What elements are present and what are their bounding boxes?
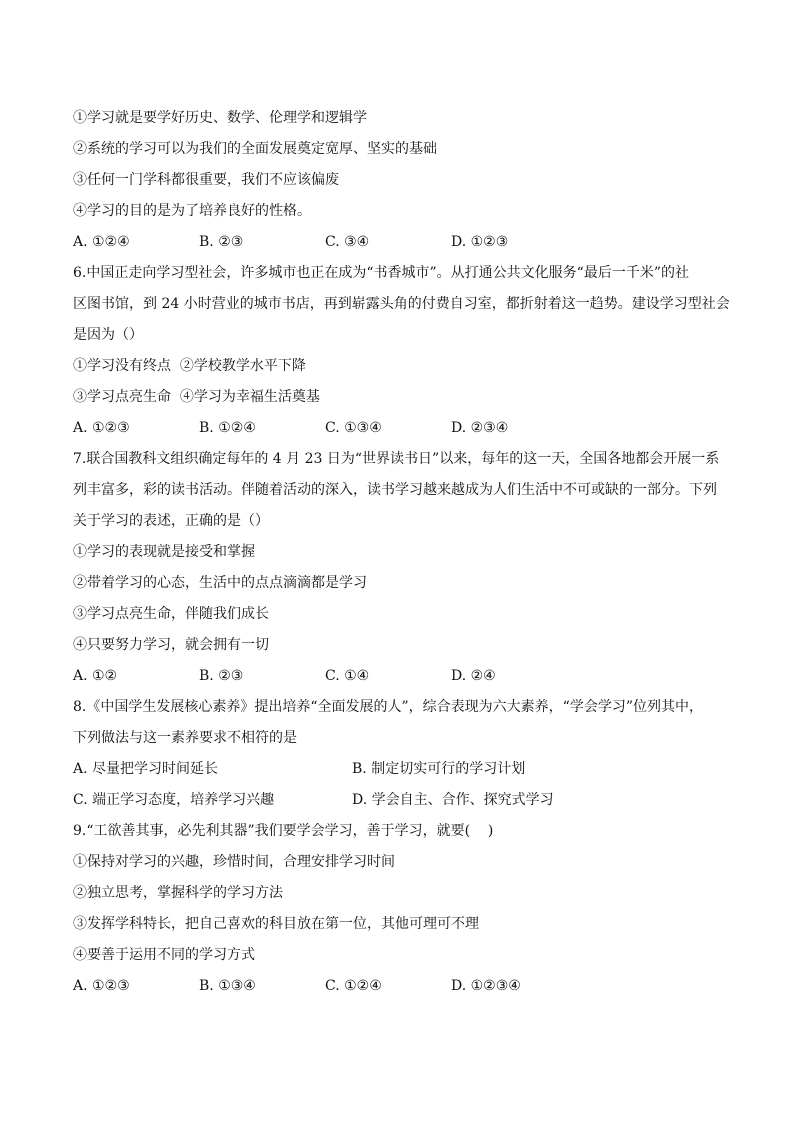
statement: ①学习就是要学好历史、数学、伦理学和逻辑学 bbox=[73, 110, 367, 126]
question-stem: 关于学习的表述，正确的是（） bbox=[73, 513, 269, 529]
statement: ④只要努力学习，就会拥有一切 bbox=[73, 637, 269, 653]
answer-options bbox=[73, 413, 733, 444]
option-b: B. 制定切实可行的学习计划 bbox=[352, 761, 526, 777]
question-9 bbox=[73, 816, 733, 1002]
statement: ③任何一门学科都很重要，我们不应该偏废 bbox=[73, 172, 339, 188]
document-page bbox=[73, 103, 733, 1002]
answer-options bbox=[73, 661, 733, 692]
statement: ④学习的目的是为了培养良好的性格。 bbox=[73, 203, 311, 219]
option-a: A. ①② bbox=[73, 668, 118, 684]
statement: ①保持对学习的兴趣，珍惜时间，合理安排学习时间 bbox=[73, 854, 395, 870]
statement: ③发挥学科特长，把自己喜欢的科目放在第一位，其他可理可不理 bbox=[73, 916, 479, 932]
question-7 bbox=[73, 444, 733, 692]
question-stem: 6.中国正走向学习型社会，许多城市也正在成为“书香城市”。从打通公共文化服务“最后一千米”的社 bbox=[73, 265, 689, 281]
question-stem: 9.“工欲善其事，必先利其器”我们要学会学习，善于学习，就要( ) bbox=[73, 823, 494, 839]
question-stem: 区图书馆，到 24 小时营业的城市书店，再到崭露头角的付费自习室，都折射着这一趋势。建设学习型社会 bbox=[73, 296, 730, 312]
answer-options bbox=[73, 227, 733, 258]
option-a: A. ①②③ bbox=[73, 420, 130, 436]
question-stem: 7.联合国教科文组织确定每年的 4 月 23 日为“世界读书日”以来，每年的这一天，全国各地都会开展一系 bbox=[73, 451, 720, 467]
option-c: C. ①②④ bbox=[325, 978, 382, 994]
question-stem: 是因为（） bbox=[73, 327, 143, 343]
option-d: D. 学会自主、合作、探究式学习 bbox=[352, 792, 554, 808]
option-d: D. ①②③④ bbox=[451, 978, 521, 994]
answer-options bbox=[73, 971, 733, 1002]
statement: ②独立思考，掌握科学的学习方法 bbox=[73, 885, 283, 901]
statement: ③学习点亮生命，伴随我们成长 bbox=[73, 606, 269, 622]
question-stem: 8.《中国学生发展核心素养》提出培养“全面发展的人”，综合表现为六大素养，“学会学习”位列其中， bbox=[73, 699, 703, 715]
answer-options-row-2 bbox=[73, 785, 733, 816]
statement: ④要善于运用不同的学习方式 bbox=[73, 947, 255, 963]
statement: ②带着学习的心态，生活中的点点滴滴都是学习 bbox=[73, 575, 367, 591]
option-d: D. ②④ bbox=[451, 668, 496, 684]
question-stem: 下列做法与这一素养要求不相符的是 bbox=[73, 730, 297, 746]
statement: ②系统的学习可以为我们的全面发展奠定宽厚、坚实的基础 bbox=[73, 141, 437, 157]
answer-options-row-1 bbox=[73, 754, 733, 785]
option-d: D. ①②③ bbox=[451, 234, 509, 250]
option-c: C. ③④ bbox=[325, 234, 370, 250]
option-b: B. ②③ bbox=[199, 668, 244, 684]
option-d: D. ②③④ bbox=[451, 420, 509, 436]
option-a: A. 尽量把学习时间延长 bbox=[73, 761, 219, 777]
question-6 bbox=[73, 258, 733, 444]
question-stem: 列丰富多，彩的读书活动。伴随着活动的深入，读书学习越来越成为人们生活中不可或缺的一部分。下列 bbox=[73, 482, 717, 498]
statement: ③学习点亮生命 ④学习为幸福生活奠基 bbox=[73, 389, 320, 405]
option-b: B. ②③ bbox=[199, 234, 244, 250]
option-b: B. ①③④ bbox=[199, 978, 256, 994]
option-c: C. 端正学习态度，培养学习兴趣 bbox=[73, 792, 275, 808]
question-8 bbox=[73, 692, 733, 816]
option-a: A. ①②③ bbox=[73, 978, 130, 994]
statement: ①学习的表现就是接受和掌握 bbox=[73, 544, 255, 560]
statement: ①学习没有终点 ②学校教学水平下降 bbox=[73, 358, 306, 374]
option-b: B. ①②④ bbox=[199, 420, 256, 436]
option-c: C. ①④ bbox=[325, 668, 370, 684]
option-c: C. ①③④ bbox=[325, 420, 382, 436]
question-5-tail bbox=[73, 103, 733, 258]
option-a: A. ①②④ bbox=[73, 234, 130, 250]
